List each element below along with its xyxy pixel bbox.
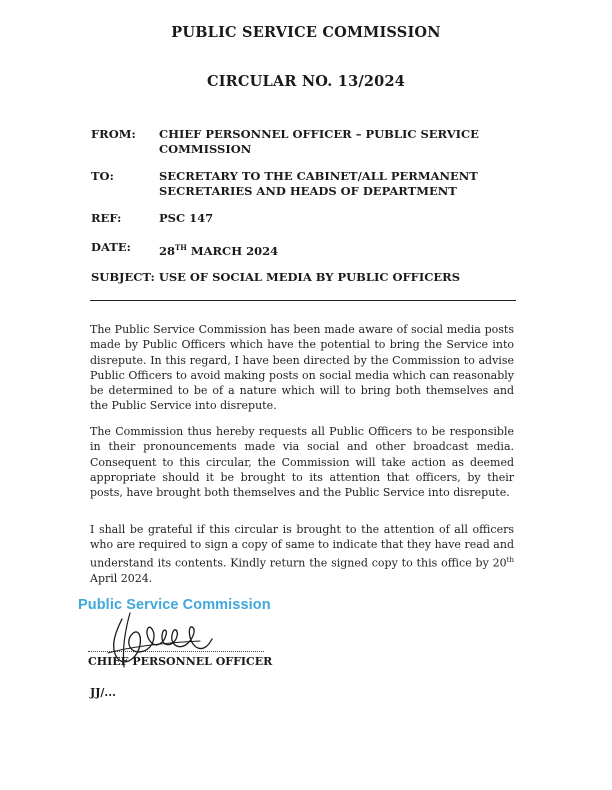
to-value: SECRETARY TO THE CABINET/ALL PERMANENT SECRETARIES AND HEADS OF DEPARTMENT — [159, 169, 478, 198]
from-value: CHIEF PERSONNEL OFFICER – PUBLIC SERVICE COMMISSION — [159, 127, 479, 156]
header-divider — [90, 300, 516, 301]
ref-label: REF: — [91, 211, 122, 225]
body-paragraph-3-end: April 2024. — [90, 571, 153, 585]
body-paragraph-3 — [90, 522, 514, 586]
body-paragraph-3-text: I shall be grateful if this circular is brought to the attention of all officers who are required to sign a copy of same to indicate that they have read and understand its contents. Kindly return the signed copy to this office by 20 — [90, 523, 514, 570]
body-paragraph-2: The Commission thus hereby requests all Public Officers to be responsible in their pronouncements made via social and other broadcast media. Consequent to this circular, the Commission will take action as deemed appropriate should it be brought to its attention that officers, by their posts, have brought both themselves and the Public Service into disrepute. — [90, 425, 514, 500]
date-day: 28 — [159, 243, 176, 258]
body-paragraph-3-sup: th — [506, 555, 514, 564]
typist-initials: JJ/... — [90, 686, 116, 699]
date-label: DATE: — [91, 240, 131, 254]
to-label: TO: — [91, 169, 114, 183]
date-value — [159, 240, 519, 259]
ref-value: PSC 147 — [159, 211, 214, 225]
commission-stamp: Public Service Commission — [78, 597, 271, 613]
body-paragraph-1: The Public Service Commission has been made aware of social media posts made by Public Officers which have the potential to bring the Service into disrepute. In this regard, I have been directed by the Commission to advise Public Officers to avoid making posts on social media which can reasonably be determined to be of a nature which will to bring both themselves and the Public Service into disrepute. — [90, 323, 514, 413]
subject-line — [91, 270, 460, 285]
date-month-year: MARCH 2024 — [186, 243, 279, 258]
subject-value: USE OF SOCIAL MEDIA BY PUBLIC OFFICERS — [158, 270, 460, 284]
subject-label: SUBJECT: — [91, 270, 155, 284]
date-suffix: TH — [175, 243, 187, 252]
organization-heading: PUBLIC SERVICE COMMISSION — [171, 24, 441, 41]
signatory-title: CHIEF PERSONNEL OFFICER — [88, 655, 273, 668]
from-label: FROM: — [91, 127, 136, 141]
circular-number: CIRCULAR NO. 13/2024 — [206, 73, 406, 90]
